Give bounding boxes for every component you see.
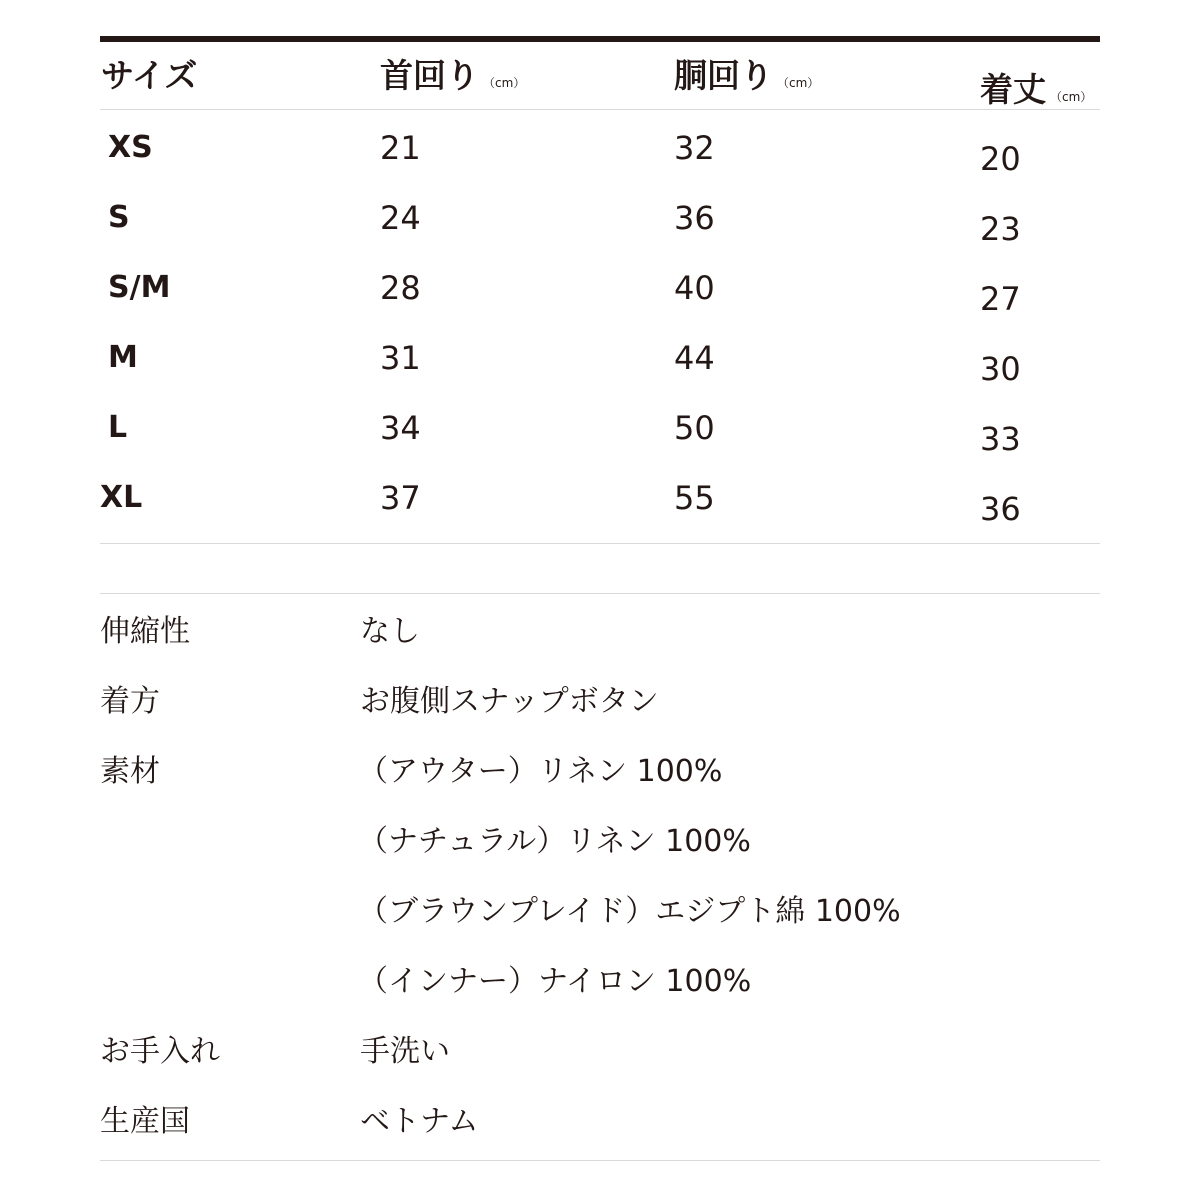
stretch-label: 伸縮性 [100,614,190,649]
neck-cell: 28 [380,269,421,307]
header-chest-unit: （cm） [777,76,820,90]
wearing-value: お腹側スナップボタン [360,684,659,719]
size-cell: S [108,200,130,235]
header-neck [380,56,525,103]
neck-cell: 24 [380,199,421,237]
care-value: 手洗い [360,1034,450,1069]
material-item: （ブラウンプレイド）エジプト綿 100% [358,894,901,929]
chest-cell: 36 [674,199,715,237]
length-cell: 33 [980,420,1021,458]
wearing-label: 着方 [100,684,160,719]
neck-cell: 31 [380,339,421,377]
size-cell: XS [108,130,153,165]
length-cell: 27 [980,280,1021,318]
header-neck-unit: （cm） [483,76,526,90]
header-length-unit: （cm） [1050,90,1093,104]
size-cell: S/M [108,270,171,305]
length-cell: 20 [980,140,1021,178]
specs-top-divider [100,593,1100,594]
material-item: （インナー）ナイロン 100% [358,964,752,999]
material-item: （ナチュラル）リネン 100% [358,824,751,859]
chest-cell: 44 [674,339,715,377]
neck-cell: 34 [380,409,421,447]
header-length-label: 着丈 [980,70,1046,109]
length-cell: 23 [980,210,1021,248]
header-chest [674,56,819,103]
chest-cell: 50 [674,409,715,447]
origin-value: ベトナム [360,1104,479,1139]
chest-cell: 40 [674,269,715,307]
length-cell: 36 [980,490,1021,528]
header-chest-label: 胴回り [674,56,773,95]
table-bottom-divider [100,543,1100,544]
length-cell: 30 [980,350,1021,388]
neck-cell: 37 [380,479,421,517]
specs-bottom-divider [100,1160,1100,1161]
size-cell: L [108,410,128,445]
header-divider [100,109,1100,110]
origin-label: 生産国 [100,1104,190,1139]
care-label: お手入れ [100,1034,220,1069]
stretch-value: なし [360,614,420,649]
size-cell: XL [100,480,143,515]
header-size: サイズ [101,56,198,95]
top-rule [100,36,1100,42]
material-label: 素材 [100,754,160,789]
neck-cell: 21 [380,129,421,167]
chest-cell: 55 [674,479,715,517]
size-cell: M [108,340,138,375]
material-item: （アウター）リネン 100% [358,754,723,789]
chest-cell: 32 [674,129,715,167]
header-neck-label: 首回り [380,56,479,95]
